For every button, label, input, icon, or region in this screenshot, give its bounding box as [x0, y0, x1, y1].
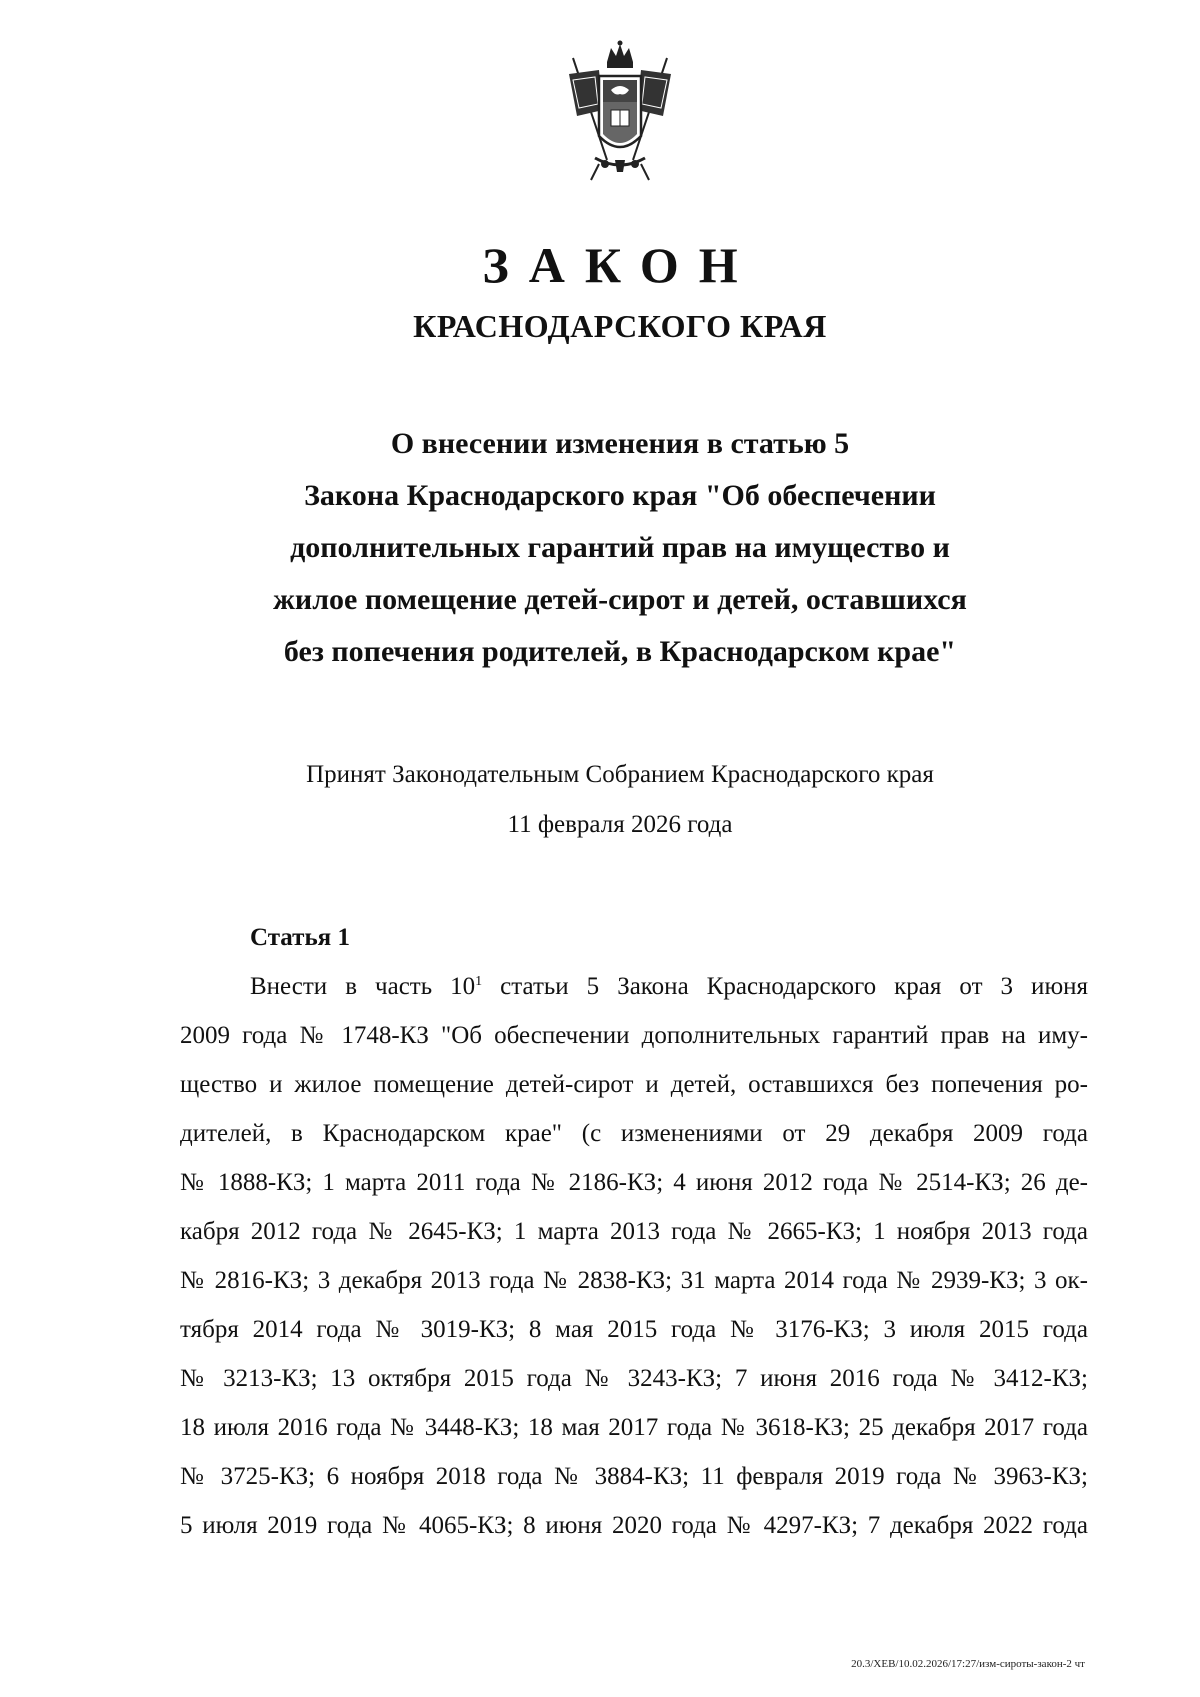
- article-text: статьи 5 Закона Краснодарского края от 3 июня: [482, 973, 1088, 1000]
- law-title-line: без попечения родителей, в Краснодарском крае": [283, 635, 957, 668]
- article-body: [180, 962, 1088, 1550]
- article-line: № 3725-КЗ; 6 ноября 2018 года № 3884-КЗ; 11 февраля 2019 года № 3963-КЗ;: [180, 1463, 1088, 1490]
- article-line: [180, 962, 1088, 1011]
- law-title: [240, 418, 1000, 678]
- article-text: Внести в часть 10: [250, 973, 476, 1000]
- law-title-line: О внесении изменения в статью 5: [390, 427, 850, 460]
- krasnodar-coat-of-arms-icon: [555, 40, 685, 186]
- law-title-line: Закона Краснодарского края "Об обеспечении: [304, 479, 936, 512]
- article-line: щество и жилое помещение детей-сирот и детей, оставшихся без попечения ро-: [180, 1071, 1088, 1098]
- article-part-superscript: 1: [475, 974, 483, 989]
- footer-document-code: 20.3/ХЕВ/10.02.2026/17:27/изм-сироты-закон-2 чт: [851, 1658, 1085, 1670]
- adoption-body: Принят Законодательным Собранием Краснодарского края: [306, 761, 934, 788]
- adoption-note: [240, 750, 1000, 850]
- article-heading: Статья 1: [250, 924, 350, 951]
- law-heading: ЗАКОН: [482, 237, 758, 293]
- article-line: 5 июля 2019 года № 4065-КЗ; 8 июня 2020 года № 4297-КЗ; 7 декабря 2022 года: [180, 1512, 1088, 1539]
- article-line: 2009 года № 1748-КЗ "Об обеспечении дополнительных гарантий прав на иму-: [180, 1022, 1088, 1049]
- article-line: № 2816-КЗ; 3 декабря 2013 года № 2838-КЗ; 31 марта 2014 года № 2939-КЗ; 3 ок-: [180, 1267, 1088, 1294]
- law-region: КРАСНОДАРСКОГО КРАЯ: [413, 308, 827, 344]
- law-title-line: дополнительных гарантий прав на имущество и: [290, 531, 950, 564]
- article-line: № 3213-КЗ; 13 октября 2015 года № 3243-КЗ; 7 июня 2016 года № 3412-КЗ;: [180, 1365, 1088, 1392]
- article-line: 18 июля 2016 года № 3448-КЗ; 18 мая 2017 года № 3618-КЗ; 25 декабря 2017 года: [180, 1414, 1088, 1441]
- article-line: дителей, в Краснодарском крае" (с изменениями от 29 декабря 2009 года: [180, 1120, 1088, 1147]
- law-title-line: жилое помещение детей-сирот и детей, оставшихся: [273, 583, 967, 616]
- article-line: кабря 2012 года № 2645-КЗ; 1 марта 2013 года № 2665-КЗ; 1 ноября 2013 года: [180, 1218, 1088, 1245]
- adoption-date: 11 февраля 2026 года: [507, 811, 733, 838]
- article-line: № 1888-КЗ; 1 марта 2011 года № 2186-КЗ; 4 июня 2012 года № 2514-КЗ; 26 де-: [180, 1169, 1088, 1196]
- article-line: тября 2014 года № 3019-КЗ; 8 мая 2015 года № 3176-КЗ; 3 июля 2015 года: [180, 1316, 1088, 1343]
